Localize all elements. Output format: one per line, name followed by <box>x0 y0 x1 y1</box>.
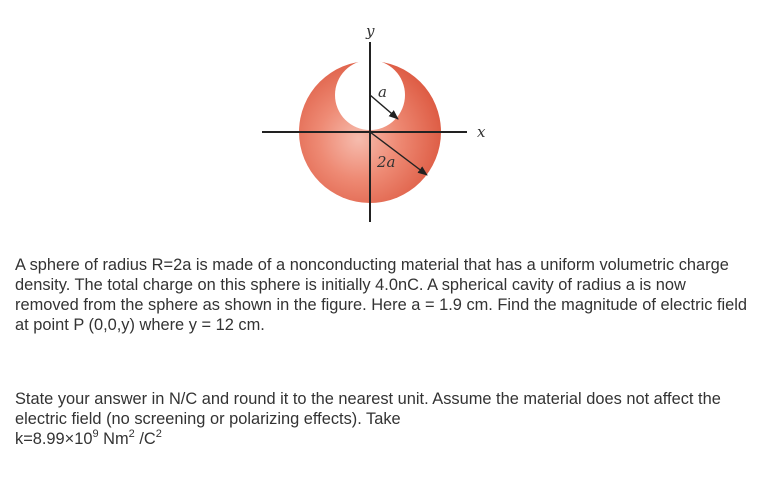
radius-a-label: a <box>378 83 387 101</box>
radius-2a-label: 2a <box>377 153 396 171</box>
y-axis-label: y <box>366 22 375 40</box>
answer-instructions <box>15 389 750 449</box>
coulomb-constant: $k=8.99\times 10^9$ Nm$^2$ $/C^2$ <box>15 428 162 448</box>
instructions-text: State your answer in N/C and round it to the nearest unit. Assume the material does not affect the electric field (no screening or polarizing effects). Take <box>15 390 721 428</box>
x-axis-label: x <box>477 123 486 141</box>
problem-statement: A sphere of radius R=2a is made of a nonconducting material that has a uniform volumetric charge density. The total charge on this sphere is initially 4.0nC. A spherical cavity of radius a is now removed from the sphere as shown in the figure. Here a = 1.9 cm. Find the magnitude of electric field at point P (0,0,y) where y = 12 cm. <box>15 256 748 334</box>
